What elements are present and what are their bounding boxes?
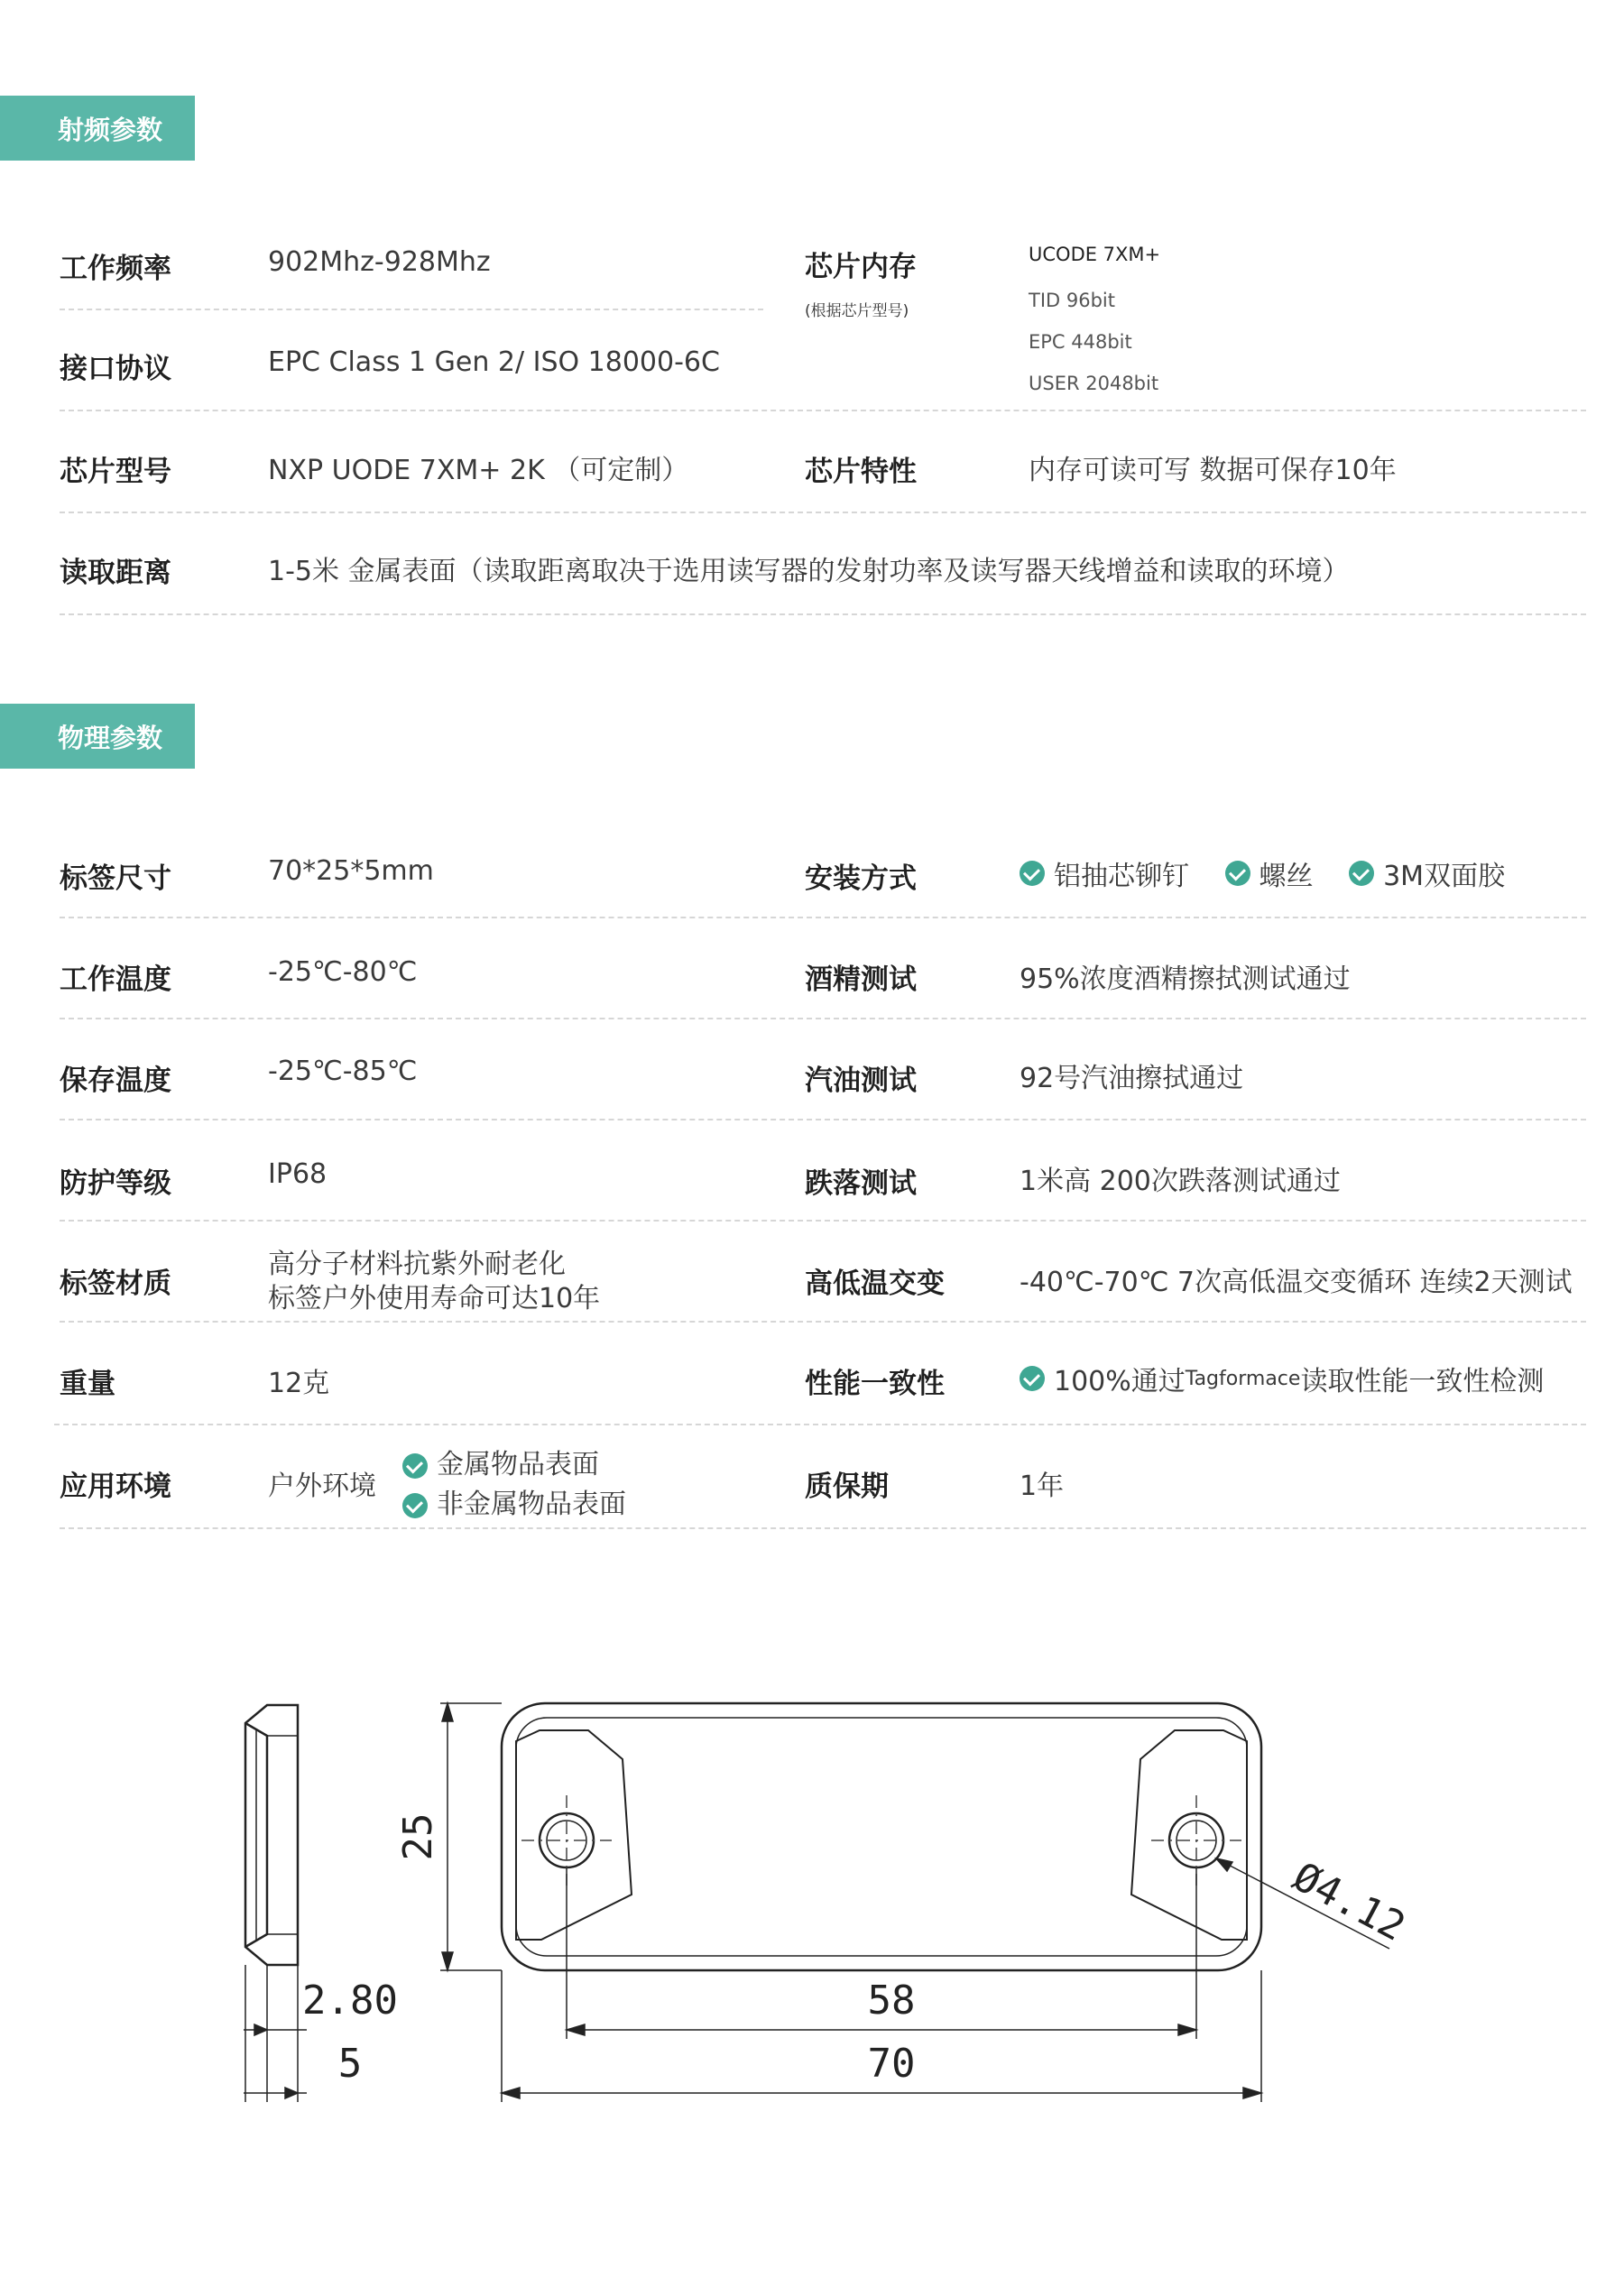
- mem-tid: TID 96bit: [1029, 290, 1115, 311]
- chip-label: 芯片型号: [60, 456, 171, 488]
- dim-hole-diameter: Ø4.12: [1285, 1853, 1413, 1950]
- mem-note: (根据芯片型号): [805, 302, 909, 320]
- size-label: 标签尺寸: [60, 862, 171, 895]
- dim-70: 70: [867, 2041, 916, 2087]
- range-value: 1-5米 金属表面（读取距离取决于选用读写器的发射功率及读写器天线增益和读取的环境）: [268, 556, 1350, 587]
- dim-5: 5: [337, 2041, 363, 2087]
- gas-value: 92号汽油擦拭通过: [1020, 1063, 1244, 1094]
- cycle-label: 高低温交变: [805, 1268, 945, 1300]
- mem-chip: UCODE 7XM+: [1029, 244, 1161, 265]
- mem-user: USER 2048bit: [1029, 373, 1159, 394]
- feat-value: 内存可读可写 数据可保存10年: [1029, 455, 1397, 486]
- ip-label: 防护等级: [60, 1167, 171, 1200]
- weight-label: 重量: [60, 1368, 115, 1400]
- freq-value: 902Mhz-928Mhz: [268, 246, 491, 278]
- install-option: 3M双面胶: [1349, 853, 1505, 893]
- warranty-label: 质保期: [805, 1471, 889, 1503]
- dim-25: 25: [395, 1812, 441, 1861]
- iface-value: EPC Class 1 Gen 2/ ISO 18000-6C: [268, 346, 720, 378]
- install-option: 铝抽芯铆钉: [1020, 853, 1189, 893]
- mat-line2: 标签户外使用寿命可达10年: [268, 1283, 601, 1314]
- app-option: 非金属物品表面: [402, 1481, 626, 1521]
- alcohol-label: 酒精测试: [805, 964, 917, 996]
- perf-label: 性能一致性: [805, 1368, 945, 1400]
- weight-value: 12克: [268, 1368, 330, 1399]
- side-view: [245, 1705, 298, 1965]
- mat-line1: 高分子材料抗紫外耐老化: [268, 1249, 566, 1280]
- rf-section-title: 射频参数: [0, 96, 195, 161]
- drop-value: 1米高 200次跌落测试通过: [1020, 1166, 1341, 1197]
- ip-value: IP68: [268, 1158, 328, 1190]
- dim-2-80: 2.80: [302, 1978, 398, 2024]
- cycle-value: -40℃-70℃ 7次高低温交变循环 连续2天测试: [1020, 1267, 1573, 1298]
- iface-label: 接口协议: [60, 353, 171, 385]
- gas-label: 汽油测试: [805, 1065, 917, 1097]
- mem-epc: EPC 448bit: [1029, 331, 1132, 353]
- feat-label: 芯片特性: [805, 456, 917, 488]
- dim-58: 58: [867, 1978, 916, 2024]
- optemp-label: 工作温度: [60, 964, 171, 996]
- perf-brand: Tagformace: [1185, 1367, 1301, 1390]
- warranty-value: 1年: [1020, 1471, 1065, 1502]
- chip-value: NXP UODE 7XM+ 2K （可定制）: [268, 455, 689, 486]
- perf-suffix: 读取性能一致性检测: [1300, 1366, 1545, 1397]
- stemp-value: -25℃-85℃: [268, 1056, 418, 1087]
- install-label: 安装方式: [805, 862, 917, 895]
- stemp-label: 保存温度: [60, 1065, 171, 1097]
- size-value: 70*25*5mm: [268, 855, 434, 887]
- app-label: 应用环境: [60, 1471, 171, 1503]
- alcohol-value: 95%浓度酒精擦拭测试通过: [1020, 964, 1351, 995]
- range-label: 读取距离: [60, 557, 171, 589]
- tag-outline: [502, 1703, 1261, 1970]
- phys-section-title: 物理参数: [0, 704, 195, 769]
- app-option: 金属物品表面: [402, 1442, 599, 1481]
- mem-label: 芯片内存: [805, 251, 917, 283]
- mat-label: 标签材质: [60, 1268, 171, 1300]
- perf-value: 100%通过: [1054, 1366, 1186, 1397]
- optemp-value: -25℃-80℃: [268, 956, 418, 988]
- app-value: 户外环境: [268, 1471, 376, 1502]
- drop-label: 跌落测试: [805, 1167, 917, 1200]
- install-option: 螺丝: [1225, 853, 1314, 893]
- freq-label: 工作频率: [60, 253, 171, 285]
